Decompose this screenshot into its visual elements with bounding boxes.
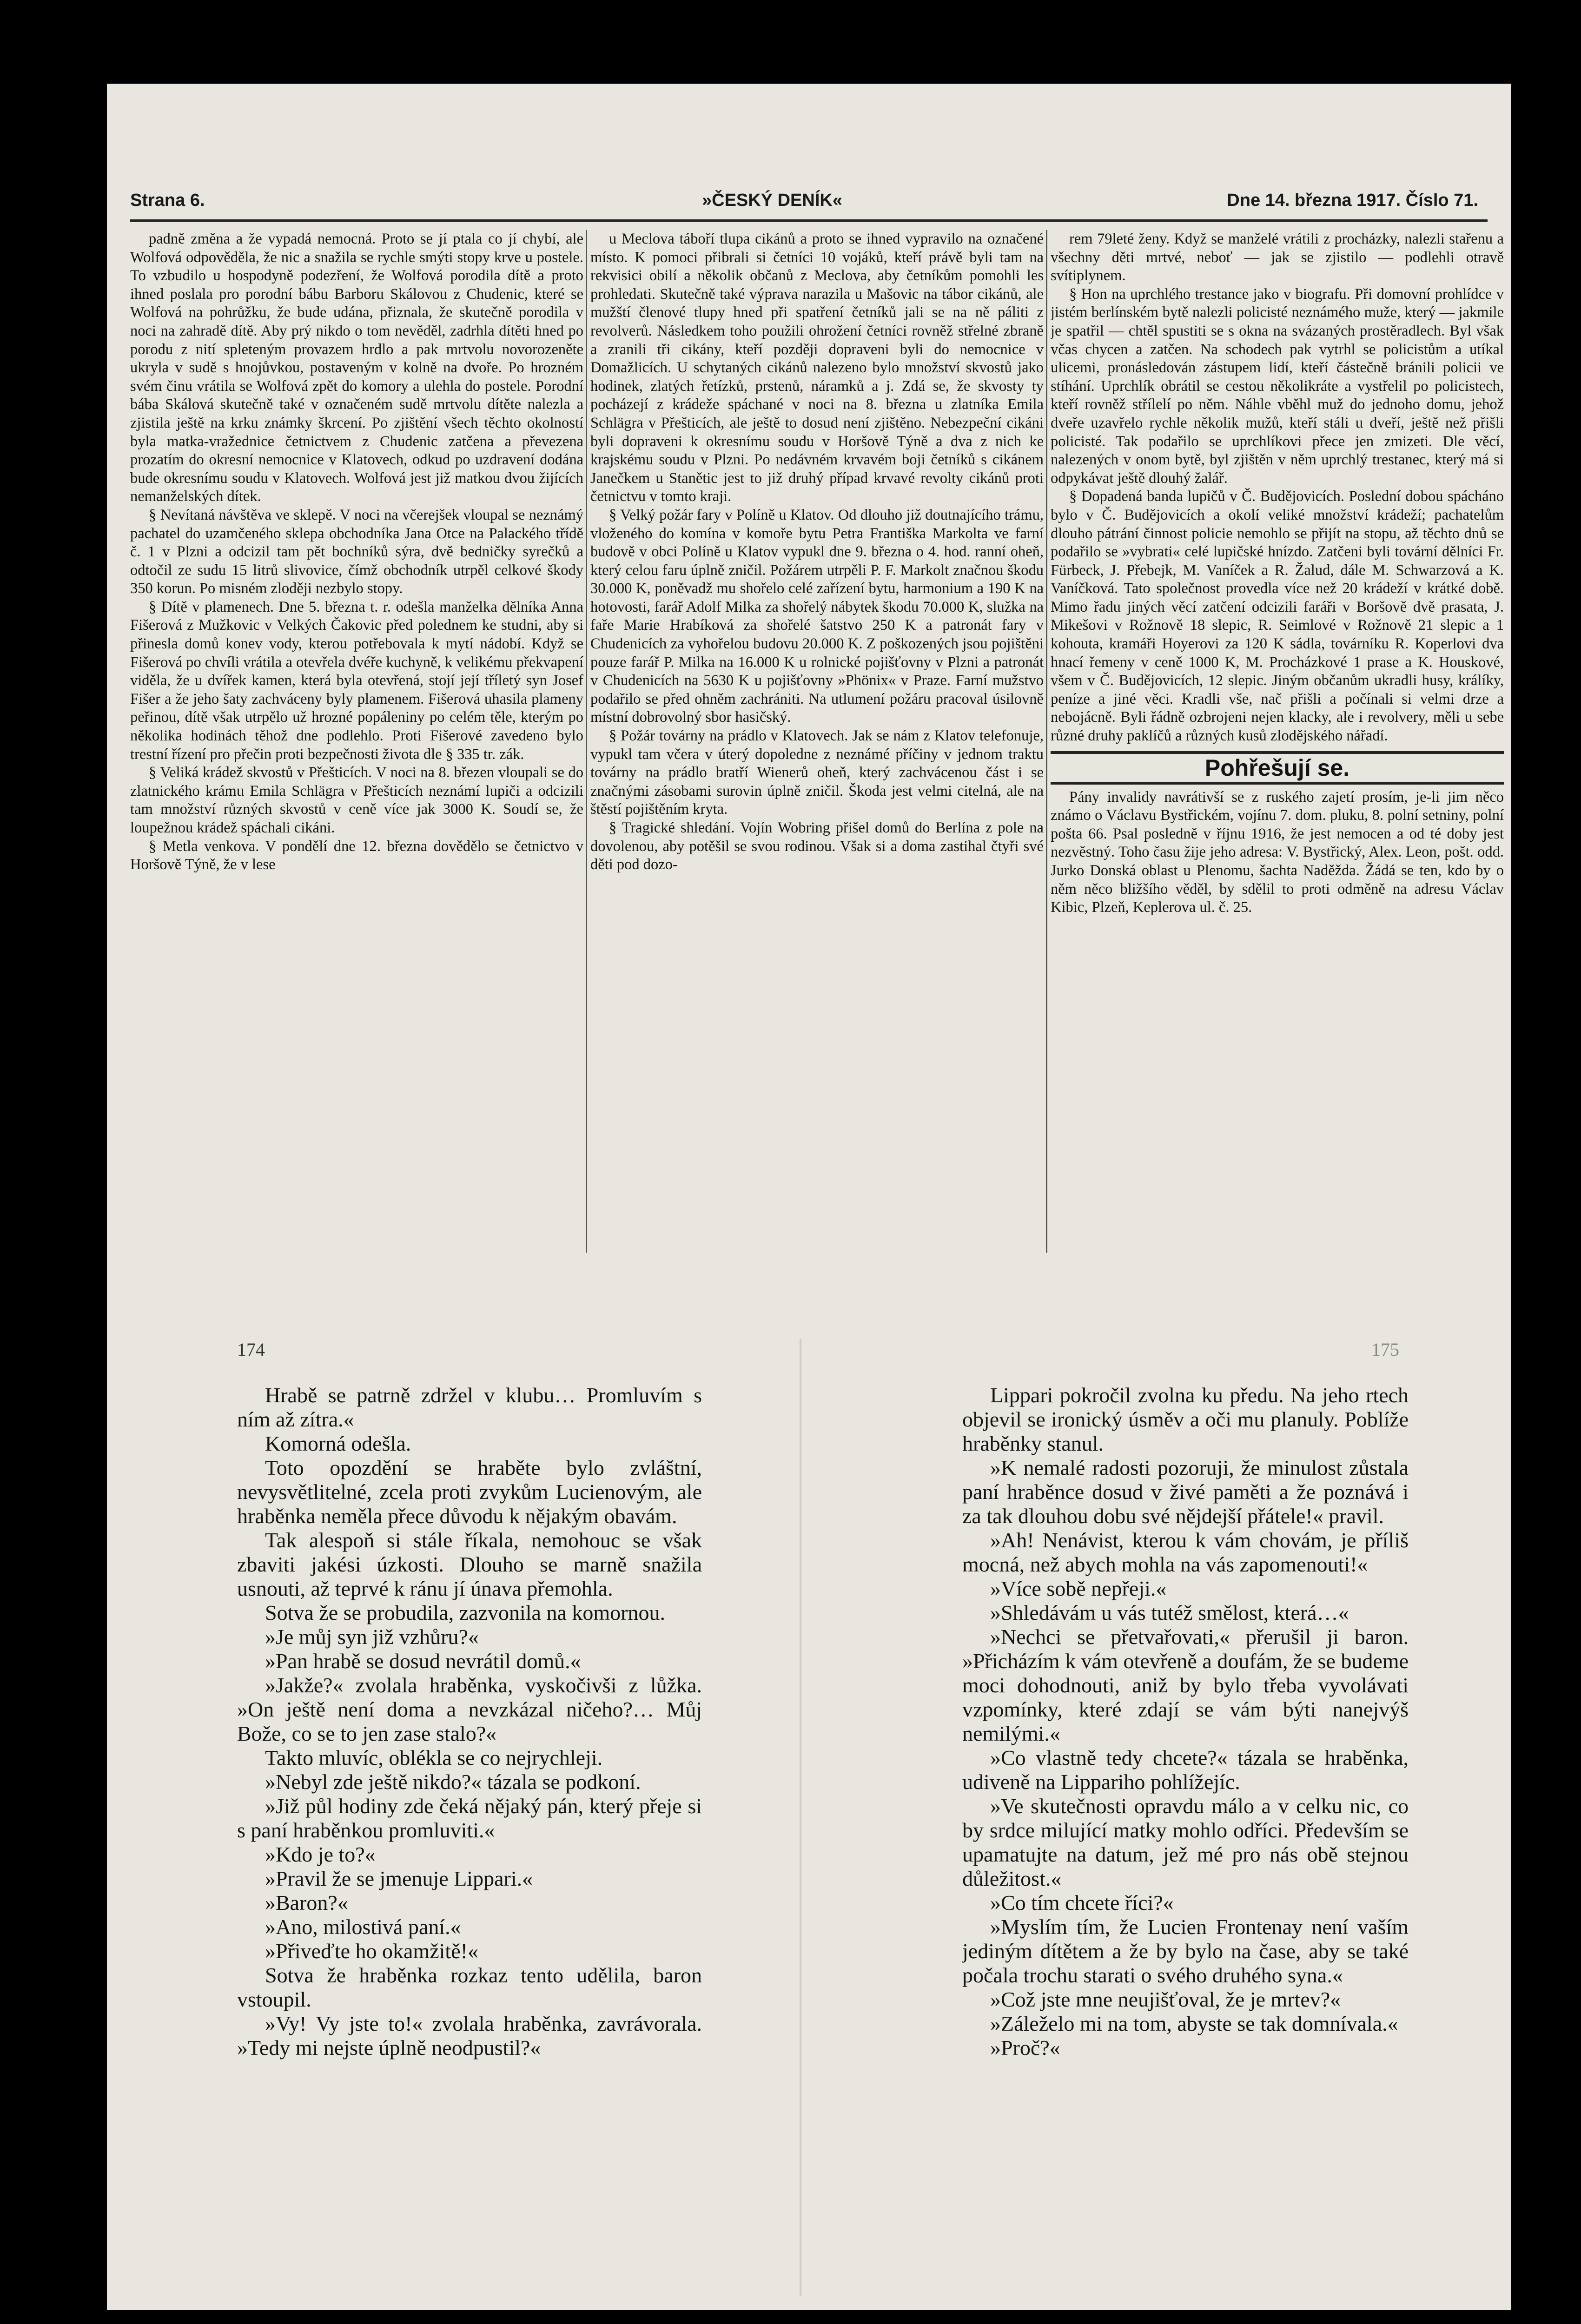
column-divider	[586, 230, 587, 1253]
book-paragraph: »Ah! Nenávist, kterou k vám chovám, je příliš mocná, než abych mohla na vás zapomenouti!«	[962, 1528, 1409, 1576]
missing-persons-notice: Pány invalidy navrátivší se z ruského zajetí prosím, je-li jim něco známo o Václavu Bystřickém, vojínu 7. dom. pluku, 8. polní setniny, polní pošta 66. Psal posledně v říjnu 1916, že jest nemocen a od té doby jest nezvěstný. Toho času žije jeho adresa: V. Bystřický, Alex. Leon, pošt. odd. Jurko Donská oblast u Plenomu, šachta Naděžda. Žádá se ten, kdo by o něm něco bližšího věděl, by sdělil to proti odměně na adresu Václav Kibic, Plzeň, Keplerova ul. č. 25.	[1051, 788, 1504, 916]
book-paragraph: Tak alespoň si stále říkala, nemohouc se však zbaviti jakési úzkosti. Dlouho se marně snažila usnouti, až teprvé k ránu jí únava přemohla.	[237, 1528, 702, 1600]
newspaper-title: »ČESKÝ DENÍK«	[702, 191, 842, 210]
issue-date: Dne 14. března 1917. Číslo 71.	[1227, 191, 1478, 210]
book-paragraph: »Více sobě nepřeji.«	[990, 1577, 1167, 1600]
news-paragraph: padně změna a že vypadá nemocná. Proto se jí ptala co jí chybí, ale Wolfová odpověděla, že nic a snažila se rychle smýti stopy krve u postele. To vzbudilo u hospodyně podezření, že Wolfová porodila dítě a proto ihned poslala pro porodní bábu Barboru Skálovou z Chudenic, které se Wolfová na pohrůžku, že bude udána, přiznala, že skutečně porodila v noci na zahradě dítě. Aby prý nikdo o tom nevěděl, zadrhla dítěti hned po porodu z nití spleteným provazem hrdlo a pak mrtvolu novorozeněte ukryla v sudě s hnojůvkou, postaveným v kolně na dvoře. Po hrozném svém činu vrátila se Wolfová zpět do komory a ulehla do postele. Porodní bába Skálová skutečně také v označeném sudě mrtvolu dítěte nalezla a zjistila ještě na krku známky škrcení. Po zjištění všech těchto okolností byla matka-vražednice četnictvem z Chudenic zatčena a převezena prozatím do okresní nemocnice v Klatovech, odkud po uzdravení dodána bude okresnímu soudu v Klatovech. Wolfová jest již matkou dvou žijících nemanželských dítek.	[130, 231, 583, 505]
newspaper-clipping	[121, 112, 1504, 1274]
news-paragraph: § Velký požár fary v Políně u Klatov. Od dlouho již doutnajícího trámu, vloženého do komína v komoře bytu Petra Františka Markolta ve farní budově v obci Políně u Klatov vypukl dne 9. března o 4. hod. ranní oheň, který celou faru úplně zničil. Požárem utrpěli P. F. Markolt značnou škodu 30.000 K, poněvadž mu shořelo celé zařízení bytu, harmonium a 190 K na hotovosti, farář Adolf Milka za shořelý nábytek škodu 70.000 K, služka na faře Marie Hrabíková za shořelé šatstvo 250 K a patronát fary v Chudenicích za vyhořelou budovu 20.000 K. Z poškozených jsou pojištěni pouze farář P. Milka na 16.000 K u rolnické pojišťovny v Plzni a patronát v Chudenicích na 5630 K u pojišťovny »Phönix« v Praze. Farní mužstvo podařilo se před ohněm zachrániti. Na utlumení požáru pracoval úsilovně místní dobrovolný sbor hasičský.	[590, 506, 1044, 726]
page-label: Strana 6.	[130, 191, 205, 210]
news-paragraph: § Tragické shledání. Vojín Wobring přišel domů do Berlína z pole na dovolenou, aby potěšil se svou rodinou. Však si a doma zastihal čtyři své děti pod dozo-	[590, 819, 1044, 873]
book-paragraph: »Již půl hodiny zde čeká nějaký pán, který přeje si s paní hraběnkou promluviti.«	[237, 1794, 702, 1842]
book-paragraph: »Co tím chcete říci?«	[990, 1891, 1174, 1915]
book-paragraph: Komorná odešla.	[265, 1432, 411, 1455]
book-paragraph: »K nemalé radosti pozoruji, že minulost zůstala paní hraběnce dosud v živé paměti a že poznává i za tak dlouhou dobu své nějdejší přátele!« pravil.	[962, 1456, 1409, 1528]
news-paragraph: rem 79leté ženy. Když se manželé vrátili z procházky, nalezli stařenu a všechny děti mrtvé, neboť — jak se zjistilo — podlehli otravě svítiplynem.	[1051, 231, 1504, 284]
book-paragraph: »Záleželo mi na tom, abyste se tak domnívala.«	[990, 2012, 1398, 2035]
book-paragraph: »Jakže?« zvolala hraběnka, vyskočivši z lůžka. »On ještě není doma a nevzkázal ničeho?… Můj Bože, co se to jen zase stalo?«	[237, 1673, 702, 1745]
book-paragraph: Lippari pokročil zvolna ku předu. Na jeho rtech objevil se ironický úsměv a oči mu planuly. Poblíže hraběnky stanul.	[962, 1383, 1409, 1455]
news-column-2	[590, 230, 1044, 1253]
scanned-page	[107, 84, 1511, 2310]
book-paragraph: »Ve skutečnosti opravdu málo a v celku nic, co by srdce milující matky mohlo odříci. Především se upamatujte na datum, jež mé pro nás obě stejnou důležitost.«	[962, 1794, 1409, 1890]
book-paragraph: »Myslím tím, že Lucien Frontenay není vaším jediným dítětem a že by bylo na čase, aby se také počala trochu starati o svého druhého syna.«	[962, 1915, 1409, 1987]
column-divider	[1046, 230, 1047, 1253]
book-spread	[121, 1339, 1497, 2296]
news-paragraph: § Dopadená banda lupičů v Č. Budějovicích. Poslední dobou spácháno bylo v Č. Budějovicích a okolí veliké množství krádeží; pachatelům dlouho pátrání činnost policie nemohlo se přijít na stopu, až těchto dnů se podařilo se »vybrati« celé lupičské hnízdo. Zatčeni byli tovární dělníci Fr. Fürbeck, J. Přebejk, M. Vaníček a R. Žalud, dále M. Schwarzová a K. Vaníčková. Tato společnost provedla více než 20 krádeží v krátké době. Mimo řadu jiných věcí zatčení odcizili faráři v Boršově dvě prasata, J. Mikešovi v Rožnově 18 slepic, R. Seimlové v Rožnově 21 slepic a 1 kohouta, kramáři Hoyerovi za 120 K sádla, továrníku R. Koperlovi dva hnací řemeny v ceně 1000 K, M. Procházkové 1 prase a K. Houskové, všem v Č. Budějovicích, 12 slepic. Jiným občanům ukradli husy, králíky, peníze a jiné věci. Kradli vše, nač přišli a počínali si velmi drze a nebojácně. Byli řádně ozbrojeni nejen klacky, ale i revolvery, měli u sebe různé druhy paklíčů a různých kusů zlodějského nářadí.	[1051, 488, 1504, 745]
news-column-3	[1051, 230, 1504, 1253]
missing-persons-heading: Pohřešují se.	[1051, 751, 1504, 785]
book-paragraph: »Kdo je to?«	[265, 1842, 376, 1866]
newspaper-masthead	[130, 191, 1488, 218]
book-paragraph: »Je můj syn již vzhůru?«	[265, 1625, 479, 1649]
book-paragraph: »Což jste mne neujišťoval, že je mrtev?«	[990, 1987, 1341, 2011]
book-paragraph: »Pan hrabě se dosud nevrátil domů.«	[265, 1649, 581, 1673]
news-paragraph: § Metla venkova. V pondělí dne 12. března dovědělo se četnictvo v Horšově Týně, že v lese	[130, 838, 583, 873]
header-rule	[130, 219, 1488, 222]
book-paragraph: »Co vlastně tedy chcete?« tázala se hraběnka, udiveně na Lippariho pohlížejíc.	[962, 1746, 1409, 1794]
book-paragraph: »Proč?«	[990, 2036, 1060, 2060]
book-paragraph: Sotva že se probudila, zazvonila na komornou.	[265, 1601, 665, 1624]
news-paragraph: § Požár továrny na prádlo v Klatovech. Jak se nám z Klatov telefonuje, vypukl tam včera v úterý dopoledne z neznámé příčiny v jednom traktu továrny na prádlo bratří Wienerů oheň, který zachvácenou část i se značnými zásobami surovin úplně zničil. Škoda jest velmi citelná, ale na štěstí pojištěním kryta.	[590, 727, 1044, 818]
news-paragraph: § Veliká krádež skvostů v Přešticích. V noci na 8. březen vloupali se do zlatnického krámu Emila Schlägra v Přešticích neznámí lupiči a odcizili tam množství různých skvostů v ceně více jak 3000 K. Soudí se, že loupežnou krádež spáchali cikáni.	[130, 764, 583, 836]
book-paragraph: Hrabě se patrně zdržel v klubu… Promluvím s ním až zítra.«	[237, 1383, 702, 1431]
book-paragraph: »Ano, milostivá paní.«	[265, 1915, 461, 1939]
book-paragraph: »Pravil že se jmenuje Lippari.«	[265, 1867, 533, 1890]
book-paragraph: »Vy! Vy jste to!« zvolala hraběnka, zavrávorala. »Tedy mi nejste úplně neodpustil?«	[237, 2012, 702, 2060]
book-paragraph: »Baron?«	[265, 1891, 348, 1915]
book-right-page	[962, 1383, 1409, 2294]
news-paragraph: § Hon na uprchlého trestance jako v biografu. Při domovní prohlídce v jistém berlínském bytě nalezli policisté neznámého muže, který — jakmile je spatřil — chtěl spustiti se s okna na svázaných prostěradlech. Byl však včas chycen a zatčen. Na schodech pak vytrhl se policistům a utíkal ulicemi, pronásledován zástupem lidí, kteří částečně bránili policii ve stíhání. Uprchlík obrátil se cestou několikráte a vystřelil po policistech, kteří rovněž střílelí po něm. Náhle vběhl muž do jednoho domu, jehož dveře uzavřelo rychle několik mužů, kteří stáli u dveří, ještě než přišli policisté. Tak podařilo se uprchlíkovi přece jen zmizeti. Dle věcí, nalezených v onom bytě, byl zjištěn v něm uprchlý trestanec, který má si odpykávat ještě dlouhý žalář.	[1051, 285, 1504, 487]
book-paragraph: »Nebyl zde ještě nikdo?« tázala se podkoní.	[265, 1770, 641, 1794]
news-column-1	[130, 230, 583, 1253]
book-paragraph: »Nechci se přetvařovati,« přerušil ji baron. »Přicházím k vám otevřeně a doufám, že se budeme moci dohodnouti, aniž by bylo třeba vyvolávati vzpomínky, které zdají se vám býti nanejvýš nemilými.«	[962, 1625, 1409, 1745]
book-paragraph: Takto mluvíc, oblékla se co nejrychleji.	[265, 1746, 603, 1769]
book-paragraph: Sotva že hraběnka rozkaz tento udělila, baron vstoupil.	[237, 1963, 702, 2011]
book-gutter	[800, 1339, 801, 2296]
book-paragraph: »Shledávám u vás tutéž smělost, která…«	[990, 1601, 1349, 1624]
book-left-page	[237, 1383, 702, 2294]
news-paragraph: § Nevítaná návštěva ve sklepě. V noci na včerejšek vloupal se neznámý pachatel do uzamčeného sklepa obchodníka Jana Otce na Palackého třídě č. 1 v Plzni a odcizil tam pět bochníků sýra, dvě bedničky syrečků a odtočil ze sudu 15 litrů slivovice, čímž obchodník utrpěl celkové škody 350 korun. Po misném zloději nezbylo stopy.	[130, 506, 583, 597]
left-page-number: 174	[237, 1339, 265, 1360]
book-paragraph: »Přiveďte ho okamžitě!«	[265, 1939, 478, 1963]
book-paragraph: Toto opozdění se hraběte bylo zvláštní, nevysvětlitelné, zcela proti zvykům Lucienovým, ale hraběnka neměla přece důvodu k nějakým obavám.	[237, 1456, 702, 1528]
news-paragraph: § Dítě v plamenech. Dne 5. března t. r. odešla manželka dělníka Anna Fišerová z Mužkovic v Velkých Čakovic před polednem ke studni, aby si přinesla domů konev vody, kterou potřebovala k mytí nádobí. Když se Fišerová po chvíli vrátila a otevřela dvéře kuchyně, k velikému překvapení viděla, že u dvířek kamen, která byla otevřená, stojí její tříletý syn Josef Fišer a že jeho šaty zachváceny byly plamenem. Fišerová uhasila plameny peřinou, dítě však utrpělo už hrozné popáleniny po celém těle, kterým po několika hodinách těhož dne podlehlo. Proti Fišerové zavedeno bylo trestní řízení pro přečin proti bezpečnosti života dle § 335 tr. zák.	[130, 598, 583, 763]
news-paragraph: u Meclova táboří tlupa cikánů a proto se ihned vypravilo na označené místo. K pomoci přibrali si četníci 10 vojáků, kteří právě byli tam na rekvisici obilí a několik občanů z Meclova, aby četníkům pomohli les prohledati. Skutečně také výprava narazila u Mašovic na tábor cikánů, ale mužští členové tlupy hned při spatření četníků jali se na ně páliti z revolverů. Následkem toho použili ohrožení četníci rovněž střelné zbraně a zranili tři cikány, kteří později dopraveni byli do nemocnice v Domažlicích. U schytaných cikánů nalezeno bylo množství skvostů jako hodinek, zlatých řetízků, prstenů, náramků a j. Zdá se, že skvosty ty pocházejí z krádeže spáchané v noci na 8. března u zlatníka Emila Schlägra v Přešticích, ale ještě to dosud není zjištěno. Nebezpeční cikáni byli dopraveni k okresnímu soudu v Horšově Týně a dva z nich ke krajskému soudu v Plzni. Po nedávném krvavém boji četníků s cikánem Janečkem u Stanětic jest to již druhý případ krvavé revolty cikánů proti četnictvu v tomto kraji.	[590, 231, 1044, 505]
right-page-number: 175	[1371, 1339, 1399, 1360]
